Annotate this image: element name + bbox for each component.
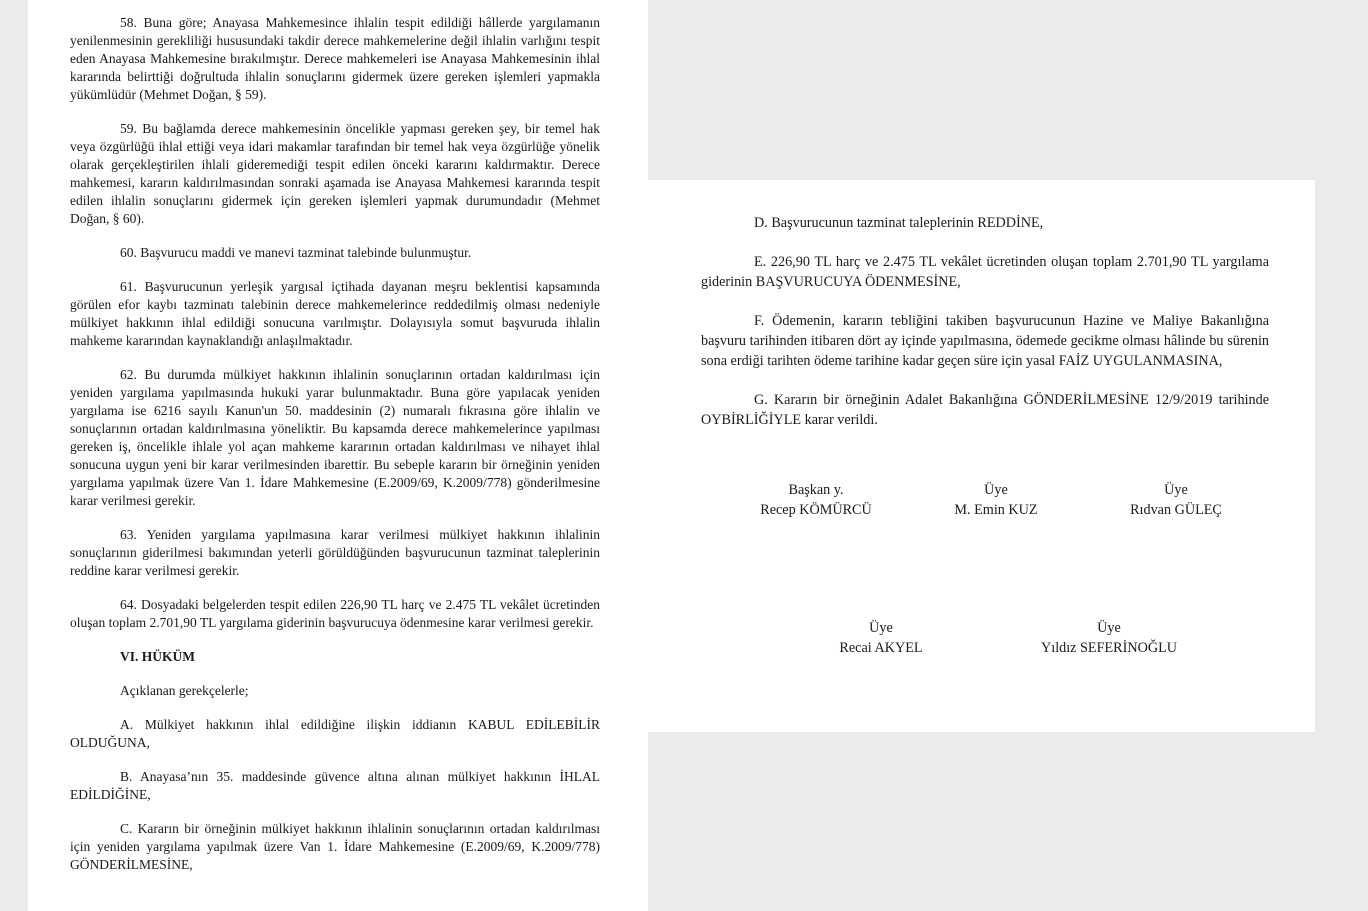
paragraph-59: 59. Bu bağlamda derece mahkemesinin öncelikle yapması gereken şey, bir temel hak veya özgürlüğü ihlal ettiği veya idari makamlar tarafından bir temel hak veya özgürlüğe yönelik olarak gerçekleştirilen ihlali gideremediği tespit edilen önceki kararını kaldırmaktır. Derece mahkemesi, kararın kaldırılmasından sonraki aşamada ise Anayasa Mahkemesi kararında tespit edilen ihlalin sonuçlarını gidermek için gereken işlemleri yapmak durumundadır (Mehmet Doğan, § 60). xyxy=(70,121,600,226)
signature-row-2 xyxy=(701,618,1269,658)
verdict-item-d: D. Başvurucunun tazminat taleplerinin REDDİNE, xyxy=(754,215,1044,231)
paragraph-60: 60. Başvurucu maddi ve manevi tazminat talebinde bulunmuştur. xyxy=(120,245,472,260)
paragraph-61: 61. Başvurucunun yerleşik yargısal içtihada dayanan meşru beklentisi kapsamında görülen efor kaybı tazminatı talebinin derece mahkemelerince reddedilmiş olması nedeniyle mülkiyet hakkının ihlal edildiği sonucuna varılmıştır. Dolayısıyla somut başvuruda ihlalin mahkeme kararından kaynaklandığı anlaşılmaktadır. xyxy=(70,279,600,348)
verdict-item-a: A. Mülkiyet hakkının ihlal edildiğine ilişkin iddianın KABUL EDİLEBİLİR OLDUĞUNA, xyxy=(70,717,600,750)
paragraph-63: 63. Yeniden yargılama yapılmasına karar verilmesi mülkiyet hakkının ihlalinin sonuçlarının giderilmesi bakımından yeterli görüldüğünden başvurucunun tazminat taleplerinin reddine karar verilmesi gerekir. xyxy=(70,527,600,578)
document-page-right xyxy=(648,180,1315,732)
verdict-item-b: B. Anayasa’nın 35. maddesinde güvence altına alınan mülkiyet hakkının İHLAL EDİLDİĞİNE, xyxy=(70,769,600,802)
signature-name: Yıldız SEFERİNOĞLU xyxy=(1041,640,1177,656)
signature-title: Üye xyxy=(869,620,893,636)
signature-block xyxy=(1061,480,1291,520)
signature-name: Recai AKYEL xyxy=(839,640,923,656)
signature-title: Üye xyxy=(1164,482,1188,498)
signature-block xyxy=(766,618,996,658)
signature-name: Recep KÖMÜRCÜ xyxy=(760,502,872,518)
verdict-item-g: G. Kararın bir örneğinin Adalet Bakanlığına GÖNDERİLMESİNE 12/9/2019 tarihinde OYBİRLİĞİYLE karar verildi. xyxy=(701,392,1269,428)
paragraph-64: 64. Dosyadaki belgelerden tespit edilen 226,90 TL harç ve 2.475 TL vekâlet ücretinden oluşan toplam 2.701,90 TL yargılama giderinin başvurucuya ödenmesine karar verilmesi gerekir. xyxy=(70,597,600,630)
signature-name: Rıdvan GÜLEÇ xyxy=(1130,502,1222,518)
verdict-item-f: F. Ödemenin, kararın tebliğini takiben başvurucunun Hazine ve Maliye Bakanlığına başvuru tarihinden itibaren dört ay içinde yapılmasına, ödemede gecikme olması hâlinde bu sürenin sona erdiği tarihten ödeme tarihine kadar geçen süre için yasal FAİZ UYGULANMASINA, xyxy=(701,313,1269,369)
document-page-left xyxy=(28,0,648,911)
signature-row-1 xyxy=(701,480,1269,520)
section-heading: VI. HÜKÜM xyxy=(120,649,195,664)
paragraph-62: 62. Bu durumda mülkiyet hakkının ihlalinin sonuçlarının ortadan kaldırılması için yeniden yargılama yapılmasında hukuki yarar bulunmaktadır. Buna göre yapılacak yeniden yargılama ise 6216 sayılı Kanun'un 50. maddesinin (2) numaralı fıkrasına göre ihlalin ve sonuçlarının ortadan kaldırılmasına yöneliktir. Bu kapsamda derece mahkemelerince yapılması gereken iş, öncelikle ihlale yol açan mahkeme kararının ortadan kaldırılması ve nihayet ihlal sonucuna uygun yeni bir karar verilmesinden ibarettir. Bu sebeple kararın bir örneğinin yeniden yargılama yapılmak üzere Van 1. İdare Mahkemesine (E.2009/69, K.2009/778) gönderilmesine karar verilmesi gerekir. xyxy=(70,367,600,508)
paragraph-58: 58. Buna göre; Anayasa Mahkemesince ihlalin tespit edildiği hâllerde yargılamanın yenilenmesinin gerekliliği hususundaki takdir derece mahkemelerine değil ihlalin varlığını tespit eden Anayasa Mahkemesine bırakılmıştır. Derece mahkemeleri ise Anayasa Mahkemesinin ihlal kararında belirttiği doğrultuda ihlalin sonuçlarını gidermek üzere gereken işlemleri yapmakla yükümlüdür (Mehmet Doğan, § 59). xyxy=(70,15,600,102)
signature-title: Üye xyxy=(1097,620,1121,636)
signature-title: Üye xyxy=(984,482,1008,498)
verdict-intro: Açıklanan gerekçelerle; xyxy=(120,683,249,698)
signature-block xyxy=(994,618,1224,658)
signature-title: Başkan y. xyxy=(788,482,844,498)
signature-name: M. Emin KUZ xyxy=(954,502,1038,518)
verdict-item-e: E. 226,90 TL harç ve 2.475 TL vekâlet ücretinden oluşan toplam 2.701,90 TL yargılama giderinin BAŞVURUCUYA ÖDENMESİNE, xyxy=(701,254,1269,290)
verdict-item-c: C. Kararın bir örneğinin mülkiyet hakkının ihlalinin sonuçlarının ortadan kaldırılması için yeniden yargılama yapılmak üzere Van 1. İdare Mahkemesine (E.2009/69, K.2009/778) GÖNDERİLMESİNE, xyxy=(70,821,600,872)
